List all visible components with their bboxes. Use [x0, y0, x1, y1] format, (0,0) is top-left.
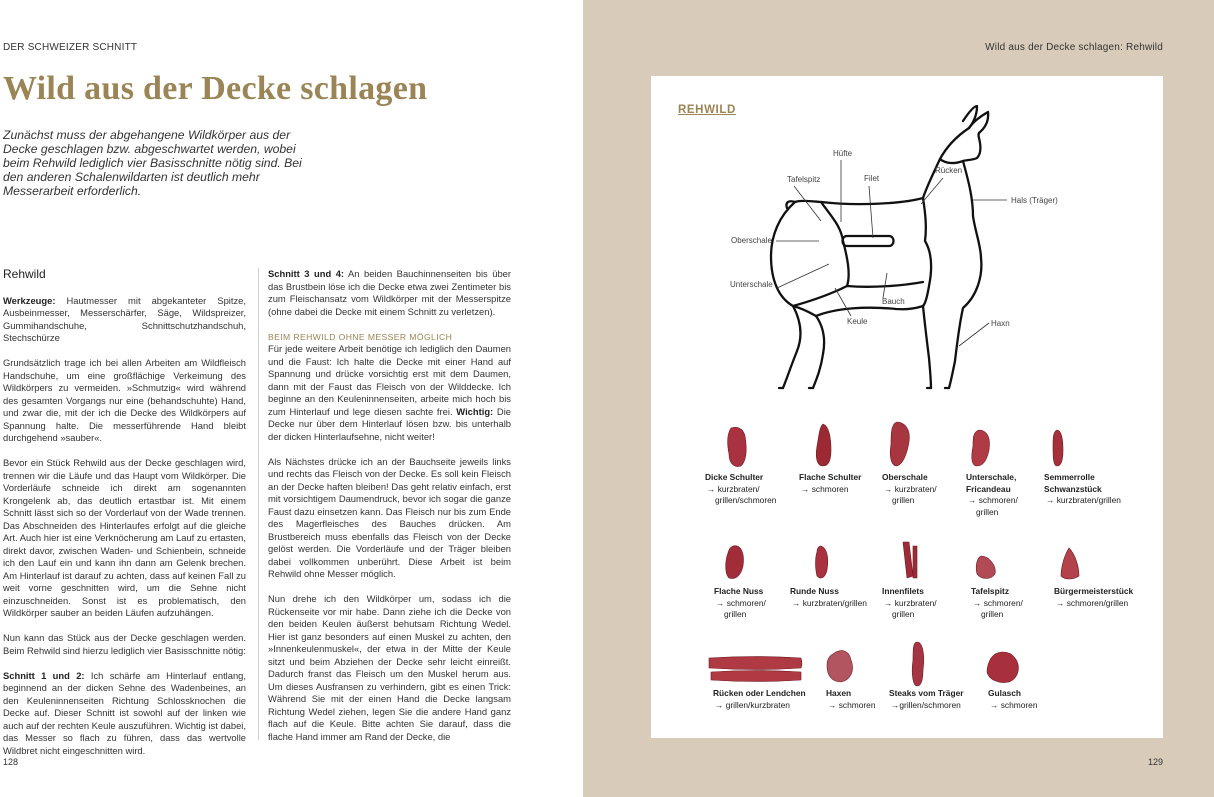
meat-photo [816, 546, 828, 578]
meat-photo [987, 652, 1018, 683]
label-haxn: Haxn [991, 319, 1010, 328]
subheading: BEIM REHWILD OHNE MESSER MÖGLICH [268, 331, 453, 342]
meat-photo [912, 642, 924, 686]
label-ruecken: Rücken [935, 166, 963, 175]
cut-caption: Dicke Schulter → kurzbraten/ grillen/schmoren [705, 472, 777, 505]
page-number-right: 129 [1147, 757, 1163, 767]
cut-caption: Innenfilets → kurzbraten/ grillen [882, 586, 937, 619]
label-oberschale: Oberschale [731, 236, 772, 245]
paragraph: Nun kann das Stück aus der Decke geschlagen werden. Beim Rehwild sind hierzu lediglich vier Basisschnitte nötig: [3, 632, 246, 656]
cut-caption: Steaks vom Träger →grillen/schmoren [889, 688, 964, 710]
intro-text: Zunächst muss der abgehangene Wildkörper aus der Decke geschlagen bzw. abgeschwartet werden, wobei beim Rehwild lediglich vier Basisschnitte nötig sind. Bei den anderen Schalenwildarten ist deutlich mehr Messerarbeit erforderlich. [3, 128, 302, 198]
meat-photo [827, 651, 853, 682]
cut-caption: Bürgermeisterstück → schmoren/grillen [1054, 586, 1134, 608]
paragraph: Bevor ein Stück Rehwild aus der Decke geschlagen wird, trennen wir die Läufe und das Haupt vom Wildkörper. Die Vorderläufe schneide ich direkt am sogenannten Krongelenk ab, das deutlich ertastbar ist. Mit einem Schnitt lässt sich so der Vorderlauf von der Wade trennen. Das Abschneiden des Hinterlaufes erfolgt auf die gleiche Art. Auch hier ist eine Verknöcherung am Lauf zu ertasten, direkt davor, zwischen Waden- und Schienbein, schneide ich den Lauf ein und kann ihn dann am Gelenk brechen. Am Hinterlauf ist darauf zu achten, dass auf keinen Fall zu weit vorne geschnitten wird, um die Sehne nicht einzuschneiden. Sonst ist es problematisch, den Wildkörper sauber an beiden Läufen aufzuhängen. [3, 457, 246, 618]
meat-photo [903, 542, 917, 578]
meat-photo [976, 556, 995, 579]
label-unterschale: Unterschale [730, 280, 773, 289]
cut-caption: Flache Nuss → schmoren/ grillen [714, 586, 766, 619]
section-heading: Rehwild [3, 267, 46, 281]
cuts-card [651, 76, 1163, 738]
label-huefte: Hüfte [833, 149, 853, 158]
cut-caption: Rücken oder Lendchen → grillen/kurzbraten [713, 688, 806, 710]
cut-caption: Flache Schulter → schmoren [799, 472, 862, 494]
paragraph: Grundsätzlich trage ich bei allen Arbeiten am Wildfleisch Handschuhe, um eine großflächige Verkeimung des Wildkörpers zu vermeiden. »Schmutzig« wird während des gesamten Vorgangs nur eine (behandschuhte) Hand, und zwar die, mit der ich die Decke des Wildkörpers auf Spannung halte. Die messerführende Hand bleibt durchgehend »sauber«. [3, 357, 246, 443]
paragraph: Nun drehe ich den Wildkörper um, sodass ich die Rückenseite vor mir habe. Dann ziehe ich die Decke von den beiden Keulen äußerst behutsam Richtung Wedel. Hier ist ganz besonders auf einen Muskel zu achten, den »Innenkeulenmuskel«, der etwa in der Mitte der Keule sitzt und beim Abziehen der Decke sehr leicht einreißt. Dadurch franst das Fleisch um den Muskel herum aus. Um dieses Ausfransen zu verhindern, gibt es einen Trick: Während Sie mit der einen Hand die Decke langsam Richtung Wedel ziehen, legen Sie die andere Hand ganz flach auf die Keule. Bitte achten Sie darauf, dass die flache Hand immer am Rand der Decke, die [268, 593, 511, 742]
paragraph: Für jede weitere Arbeit benötige ich lediglich den Daumen und die Faust: Ich halte die Decke mit einer Hand auf Spannung und drücke vorsichtig erst mit dem Daumen, dann mit der Faust das Fleisch von der Wilddecke. Ich beginne an den Keuleninnenseiten, arbeite mich hoch bis zum Hinterlauf und lege diesen sachte frei. Wichtig: Die Decke nur über dem Hinterlauf lösen bzw. bis unterhalb der dicken Hinterlaufsehne, nicht weiter! [268, 343, 511, 442]
label-tafelspitz: Tafelspitz [787, 175, 821, 184]
cut-caption: Runde Nuss → kurzbraten/grillen [790, 586, 867, 608]
paragraph-cut-3-4: Schnitt 3 und 4: An beiden Bauchinnenseiten bis über das Brustbein löse ich die Decke etwa zwei Zentimeter bis zum Fleischansatz vom Wildkörper mit der Messerspitze (ohne dabei die Decke mit einem Schnitt zu verletzen). [268, 268, 511, 317]
text-column-1 [3, 268, 246, 770]
cut-caption: Oberschale → kurzbraten/ grillen [882, 472, 937, 505]
meat-photo [890, 422, 909, 466]
cut-caption: Haxen → schmoren [826, 688, 876, 710]
label-hals: Hals (Träger) [1011, 196, 1058, 205]
left-page [0, 0, 583, 797]
running-head-right: Wild aus der Decke schlagen: Rehwild [985, 42, 1163, 53]
paragraph: Als Nächstes drücke ich an der Bauchseite jeweils links und rechts das Fleisch von der Decke. Es soll kein Fleisch an der Decke haften bleiben! Das geht relativ einfach, erst mit vorsichtigem Daumendruck, bevor ich sogar die ganze Faust dazu einsetzen kann. Das Fleisch nur bis zum Ende des Magerfleisches des Bauches drücken. Am Brustbereich muss ebenfalls das Fleisch von der Decke gelöst werden. Die Vorderläufe und der Träger bleiben dabei vollkommen unberührt. Diese Arbeit ist beim Rehwild ohne Messer möglich. [268, 455, 511, 579]
meat-photo [1061, 548, 1079, 579]
running-head-left: DER SCHWEIZER SCHNITT [3, 42, 138, 53]
cut-caption: Gulasch → schmoren [988, 688, 1038, 710]
page-title: Wild aus der Decke schlagen [3, 70, 428, 107]
paragraph-tools: Werkzeuge: Hautmesser mit abgekanteter Spitze, Ausbeinmesser, Messerschärfer, Säge, Wildspreizer, Gummihandschuhe, Schnittschutzhandschuh, Stechschürze [3, 294, 246, 343]
text-column-2 [268, 268, 511, 756]
meat-photo [728, 427, 747, 466]
meat-photo [1053, 430, 1063, 466]
cut-caption: Semmerrolle Schwanzstück → kurzbraten/grillen [1044, 472, 1121, 505]
meat-photo [972, 430, 990, 466]
label-keule: Keule [847, 317, 868, 326]
meat-photos [651, 76, 1163, 738]
label-bauch: Bauch [882, 297, 905, 306]
cut-caption: Tafelspitz → schmoren/ grillen [971, 586, 1023, 619]
column-divider [258, 268, 259, 740]
meat-photo [726, 546, 744, 579]
page-number-left: 128 [3, 757, 19, 767]
card-title: REHWILD [678, 104, 736, 116]
cut-caption: Unterschale, Fricandeau → schmoren/ grillen [966, 472, 1018, 517]
label-filet: Filet [864, 174, 880, 183]
paragraph-cut-1-2: Schnitt 1 und 2: Ich schärfe am Hinterlauf entlang, beginnend an der dicken Sehne des Wadenbeines, an den Keuleninnenseiten Richtung Schlossknochen die Decke auf. Dieser Schnitt ist sowohl auf der linken wie auch auf der rechten Keule auszuführen. Wichtig ist dabei, das Messer so flach zu führen, dass das wertvolle Wildbret nicht eingeschnitten wird. [3, 669, 247, 756]
meat-photo [816, 424, 831, 466]
meat-photo [709, 657, 802, 682]
